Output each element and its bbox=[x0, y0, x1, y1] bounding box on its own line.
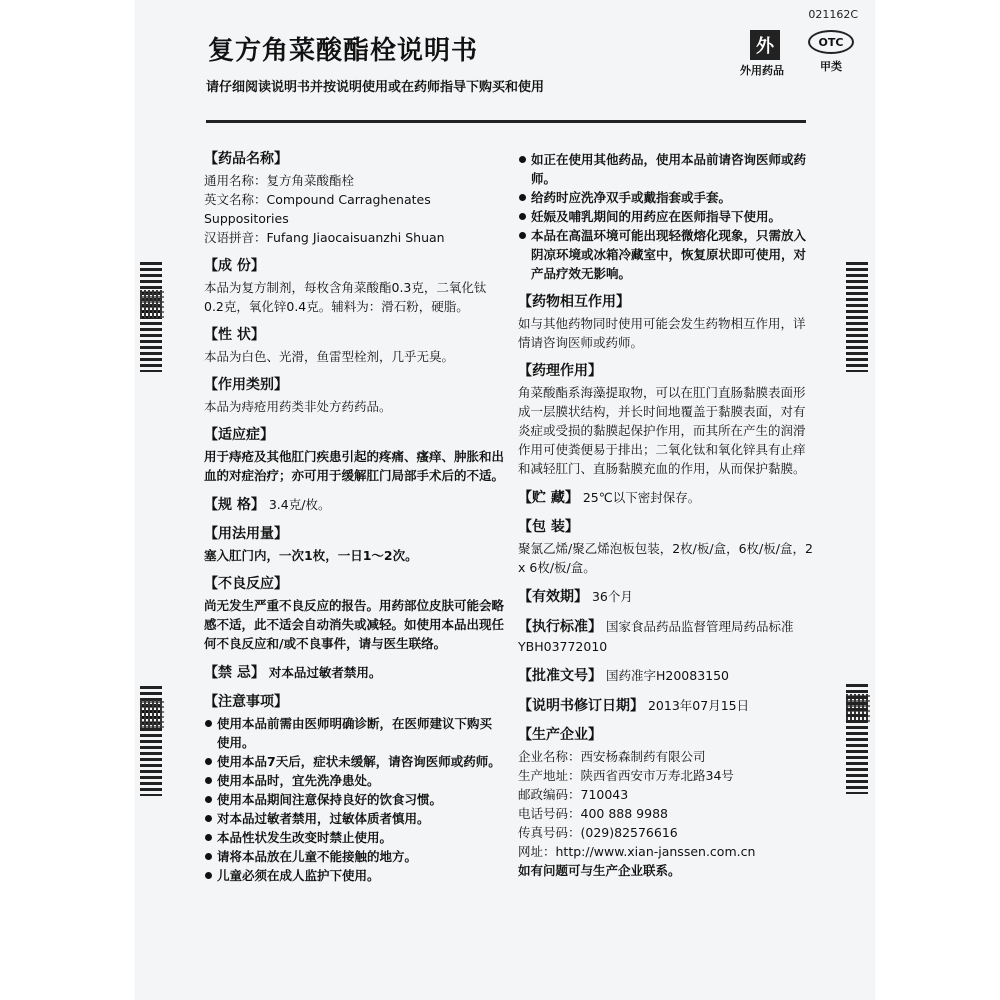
list-item: 对本品过敏者禁用，过敏体质者慎用。 bbox=[204, 809, 504, 828]
section-text: 如与其他药物同时使用可能会发生药物相互作用，详情请咨询医师或药师。 bbox=[518, 316, 806, 350]
section-heading: 【成 份】 bbox=[204, 258, 265, 274]
phone-line: 电话号码：400 888 9988 bbox=[518, 806, 668, 821]
english-name-line: 英文名称：Compound Carraghenates Suppositories bbox=[204, 192, 431, 226]
section-text: 角菜酸酯系海藻提取物，可以在肛门直肠黏膜表面形成一层膜状结构，并长时间地覆盖于黏膜表面，对有炎症或受损的黏膜起保护作用，而其所在产生的润滑作用可使粪便易于排出；二氧化钛和氧化锌具有止痒和减轻肛门、直肠黏膜充血的作用，从而保护黏膜。 bbox=[518, 385, 806, 476]
list-item: 本品性状发生改变时禁止使用。 bbox=[204, 828, 504, 847]
pinyin-name-line: 汉语拼音：Fufang Jiaocaisuanzhi Shuan bbox=[204, 230, 445, 245]
section-heading: 【作用类别】 bbox=[204, 377, 288, 393]
section-ingredients bbox=[204, 257, 504, 316]
section-heading: 【批准文号】 bbox=[518, 668, 602, 684]
section-manufacturer bbox=[518, 726, 814, 880]
contact-note: 如有问题可与生产企业联系。 bbox=[518, 863, 681, 878]
section-standard bbox=[518, 617, 814, 656]
list-item: 本品在高温环境可能出现轻微熔化现象，只需放入阴凉环境或冰箱冷藏室中，恢复原状即可使用，对产品疗效无影响。 bbox=[518, 226, 814, 283]
section-adverse bbox=[204, 575, 504, 653]
section-text: 尚无发生严重不良反应的报告。用药部位皮肤可能会略感不适，此不适会自动消失或减轻。如使用本品出现任何不良反应和/或不良事件，请与医生联络。 bbox=[204, 598, 505, 651]
left-column bbox=[204, 150, 504, 895]
right-edge-barcode bbox=[846, 262, 868, 372]
section-category bbox=[204, 376, 504, 416]
section-text: 国家食品药品监督管理局药品标准YBH03772010 bbox=[518, 619, 794, 654]
title-divider bbox=[206, 120, 806, 123]
section-character bbox=[204, 326, 504, 366]
section-text: 本品为白色、光滑，鱼雷型栓剂，几乎无臭。 bbox=[204, 349, 455, 364]
section-drug-name bbox=[204, 150, 504, 247]
precautions-list-continued bbox=[518, 150, 814, 283]
section-pharmacology bbox=[518, 362, 814, 478]
section-text: 25℃以下密封保存。 bbox=[582, 490, 701, 505]
right-edge-barcode-lower bbox=[846, 684, 868, 794]
section-heading: 【执行标准】 bbox=[518, 619, 602, 635]
otc-class-label: 甲类 bbox=[820, 60, 842, 73]
list-item: 给药时应洗净双手或戴指套或手套。 bbox=[518, 188, 814, 207]
list-item: 请将本品放在儿童不能接触的地方。 bbox=[204, 847, 504, 866]
section-dosage bbox=[204, 525, 504, 565]
external-use-label: 外用药品 bbox=[740, 64, 784, 77]
section-package bbox=[518, 518, 814, 577]
section-revision bbox=[518, 696, 814, 716]
section-text: 聚氯乙烯/聚乙烯泡板包装，2枚/板/盒，6枚/板/盒，2 x 6枚/板/盒。 bbox=[518, 541, 813, 575]
left-qr-mark bbox=[140, 290, 164, 318]
section-heading: 【药物相互作用】 bbox=[518, 294, 630, 310]
section-heading: 【有效期】 bbox=[518, 589, 588, 605]
list-item: 使用本品时，宜先洗净患处。 bbox=[204, 771, 504, 790]
section-precautions bbox=[204, 693, 504, 885]
generic-name-line: 通用名称：复方角菜酸酯栓 bbox=[204, 173, 355, 188]
section-heading: 【生产企业】 bbox=[518, 727, 602, 743]
website-line: 网址：http://www.xian-janssen.com.cn bbox=[518, 844, 756, 859]
address-line: 生产地址：陕西省西安市万寿北路34号 bbox=[518, 768, 734, 783]
external-use-badge: 外 bbox=[750, 30, 780, 60]
list-item: 使用本品7天后，症状未缓解，请咨询医师或药师。 bbox=[204, 752, 504, 771]
section-heading: 【禁 忌】 bbox=[204, 665, 265, 681]
section-approval bbox=[518, 666, 814, 686]
list-item: 儿童必须在成人监护下使用。 bbox=[204, 866, 504, 885]
section-heading: 【用法用量】 bbox=[204, 526, 288, 542]
otc-badge: OTC bbox=[808, 30, 854, 54]
section-spec bbox=[204, 495, 504, 515]
leaflet-sheet bbox=[136, 0, 874, 1000]
section-validity bbox=[518, 587, 814, 607]
fax-line: 传真号码：(029)82576616 bbox=[518, 825, 678, 840]
list-item: 妊娠及哺乳期间的用药应在医师指导下使用。 bbox=[518, 207, 814, 226]
section-text: 对本品过敏者禁用。 bbox=[268, 665, 382, 680]
leaflet-subtitle: 请仔细阅读说明书并按说明使用或在药师指导下购买和使用 bbox=[206, 80, 545, 95]
section-text: 用于痔疮及其他肛门疾患引起的疼痛、瘙痒、肿胀和出血的对症治疗；亦可用于缓解肛门局部手术后的不适。 bbox=[204, 449, 505, 483]
section-heading: 【药品名称】 bbox=[204, 151, 288, 167]
left-qr-mark-lower bbox=[140, 700, 164, 728]
section-heading: 【不良反应】 bbox=[204, 576, 288, 592]
company-name-line: 企业名称：西安杨森制药有限公司 bbox=[518, 749, 706, 764]
section-storage bbox=[518, 488, 814, 508]
document-code: 021162C bbox=[808, 8, 858, 21]
section-heading: 【规 格】 bbox=[204, 497, 265, 513]
section-heading: 【注意事项】 bbox=[204, 694, 288, 710]
section-heading: 【贮 藏】 bbox=[518, 490, 579, 506]
precautions-list bbox=[204, 714, 504, 885]
section-heading: 【包 装】 bbox=[518, 519, 579, 535]
section-text: 国药准字H20083150 bbox=[605, 668, 730, 683]
section-text: 塞入肛门内，一次1枚，一日1～2次。 bbox=[204, 548, 418, 563]
section-indications bbox=[204, 426, 504, 485]
section-interactions bbox=[518, 293, 814, 352]
section-text: 本品为复方制剂，每枚含角菜酸酯0.3克，二氧化钛0.2克，氧化锌0.4克。辅料为：滑石粉，硬脂。 bbox=[204, 280, 487, 314]
section-contraindications bbox=[204, 663, 504, 683]
list-item: 使用本品期间注意保持良好的饮食习惯。 bbox=[204, 790, 504, 809]
section-text: 3.4克/枚。 bbox=[268, 497, 331, 512]
section-precautions-continued bbox=[518, 150, 814, 283]
section-heading: 【药理作用】 bbox=[518, 363, 602, 379]
postcode-line: 邮政编码：710043 bbox=[518, 787, 629, 802]
section-text: 36个月 bbox=[591, 589, 633, 604]
section-heading: 【适应症】 bbox=[204, 427, 274, 443]
section-heading: 【性 状】 bbox=[204, 327, 265, 343]
section-text: 本品为痔疮用药类非处方药药品。 bbox=[204, 399, 392, 414]
right-column bbox=[518, 150, 814, 890]
list-item: 使用本品前需由医师明确诊断，在医师建议下购买使用。 bbox=[204, 714, 504, 752]
section-text: 2013年07月15日 bbox=[647, 698, 750, 713]
leaflet-title: 复方角菜酸酯栓说明书 bbox=[208, 36, 479, 66]
list-item: 如正在使用其他药品，使用本品前请咨询医师或药师。 bbox=[518, 150, 814, 188]
section-heading: 【说明书修订日期】 bbox=[518, 698, 644, 714]
